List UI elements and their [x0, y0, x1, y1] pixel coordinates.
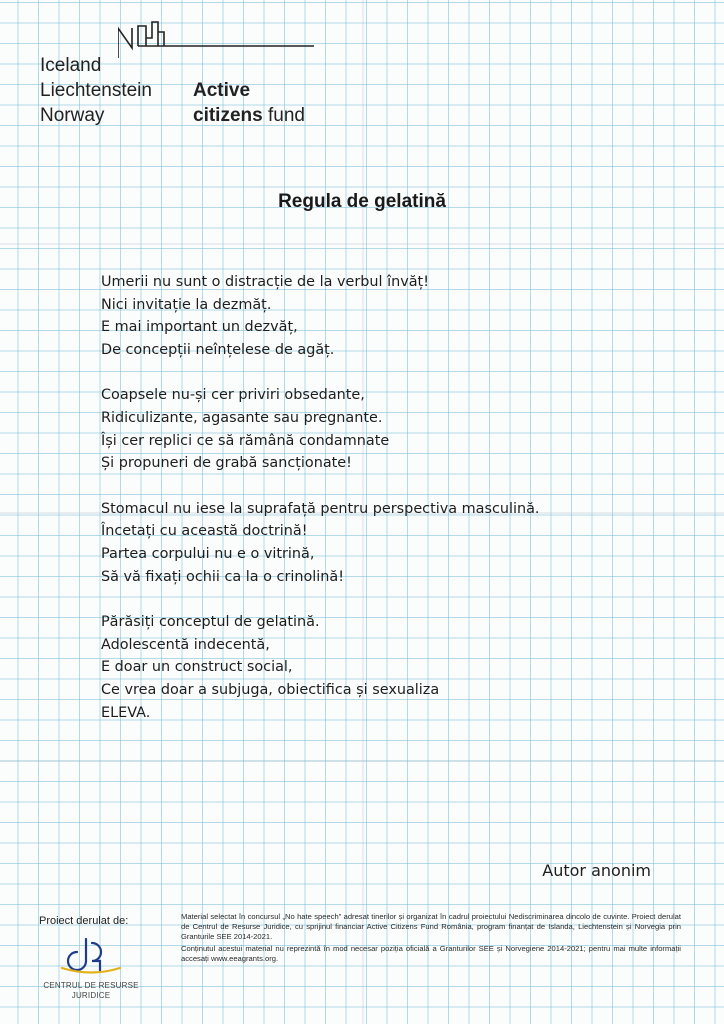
logo-country: Liechtenstein: [40, 80, 152, 101]
poem-stanza: [101, 611, 540, 724]
disclaimer: [181, 912, 681, 965]
poem-line: De concepții neînțelese de agăț.: [101, 341, 335, 358]
logo-fund-name: [193, 78, 305, 128]
poem-stanza: [101, 271, 540, 361]
disclaimer-paragraph: Material selectat în concursul „No hate speech” adresat tinerilor și organizat în cadrul proiectului Nediscriminarea dincolo de cuvinte. Proiect derulat de Centrul de Resurse Juridice, cu sprijinul financiar Active Citizens Fund România, program finanțat de Islanda, Liechtenstein și Norvegia prin Granturile SEE 2014-2021.: [181, 912, 681, 942]
logo-fund-word: citizens: [193, 105, 263, 126]
poem-line: Adolescentă indecentă,: [101, 636, 270, 653]
poem-line: E mai important un dezvăț,: [101, 319, 298, 336]
poem-line: Nici invitație la dezmăț.: [101, 296, 272, 313]
logo-country: Norway: [40, 105, 105, 126]
poem-line: Umerii nu sunt o distracție de la verbul învăț!: [101, 274, 429, 290]
eea-active-citizens-logo: [40, 18, 330, 128]
poem-line: E doar un construct social,: [101, 659, 293, 676]
poem-line: ELEVA.: [101, 704, 151, 721]
crj-org-name: JURIDICE: [71, 991, 111, 1000]
poem-line: Și propuneri de grabă sancționate!: [101, 455, 352, 472]
poem-line: Partea corpului nu e o vitrină,: [101, 545, 315, 562]
poem-line: Încetați cu această doctrină!: [101, 523, 308, 540]
poem-title: Regula de gelatină: [278, 191, 446, 212]
logo-country: Iceland: [40, 55, 102, 76]
poem-line: Își cer replici ce să rămână condamnate: [101, 432, 390, 449]
poem-line: Ridiculizante, agasante sau pregnante.: [101, 409, 383, 426]
logo-countries: [40, 53, 152, 128]
skyline-icon: [118, 18, 318, 58]
crj-org-name: CENTRUL DE RESURSE: [43, 981, 139, 990]
poem-stanza: [101, 498, 540, 588]
crj-logo: [35, 935, 147, 1015]
poem-stanza: [101, 384, 540, 474]
poem-line: Stomacul nu iese la suprafață pentru perspectiva masculină.: [101, 500, 540, 517]
project-label: Proiect derulat de:: [39, 915, 129, 927]
crj-emblem-icon: [56, 935, 126, 977]
logo-fund-word: fund: [262, 105, 305, 126]
poem-line: Să vă fixați ochii ca la o crinolină!: [101, 568, 344, 585]
poem-line: Ce vrea doar a subjuga, obiectifica și sexualiza: [101, 681, 440, 698]
poem-body: [101, 271, 540, 747]
disclaimer-paragraph: Conținutul acestui material nu reprezintă în mod necesar poziția oficială a Granturilor SEE și Norvegiene 2014-2021; pentru mai multe informații accesați www.eeagrants.org.: [181, 943, 681, 963]
poem-line: Părăsiți conceptul de gelatină.: [101, 614, 320, 631]
author-signature: Autor anonim: [542, 861, 651, 880]
poem-line: Coapsele nu-și cer priviri obsedante,: [101, 387, 365, 404]
logo-fund-word: Active: [193, 80, 251, 101]
